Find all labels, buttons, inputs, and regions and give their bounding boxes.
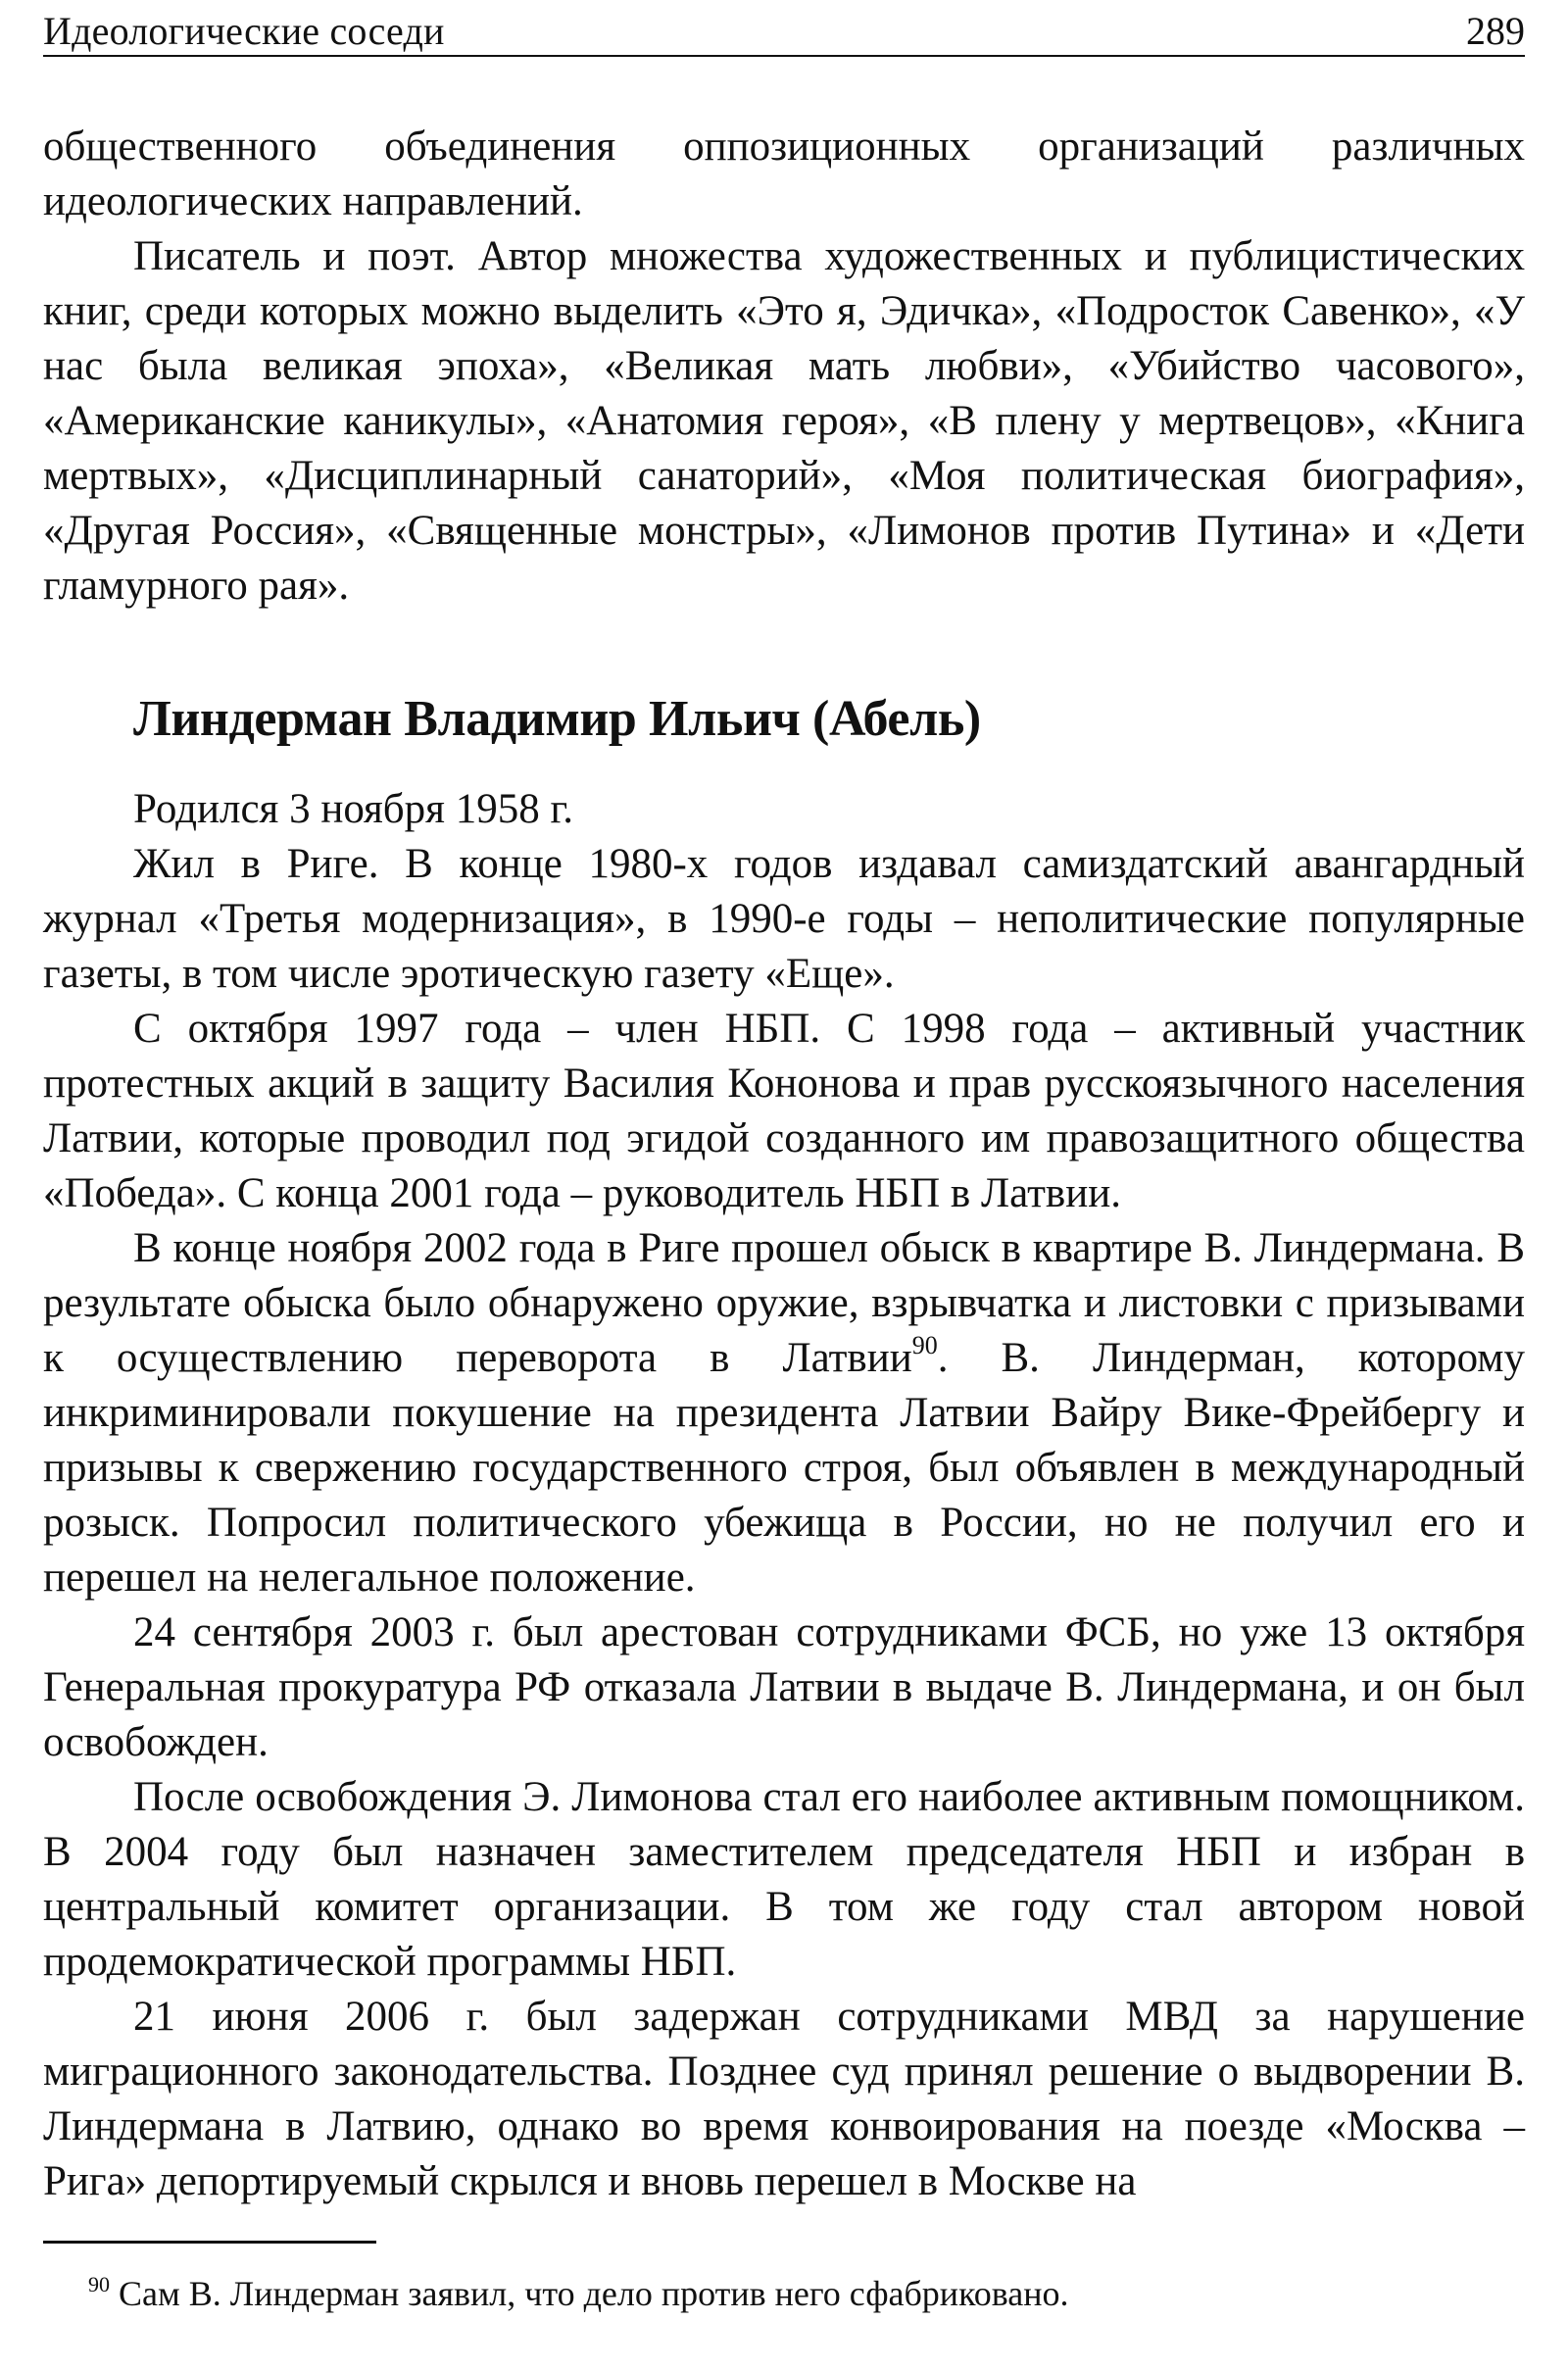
paragraph-works: Писатель и поэт. Автор множества художественных и публицистических книг, среди которых можно выделить «Это я, Эдичка», «Подросток Савенко», «У нас была великая эпоха», «Великая мать любви», «Убийство часового», «Американские каникулы», «Анатомия героя», «В плену у мертвецов», «Книга мертвых», «Дисциплинарный санаторий», «Моя политическая биография», «Другая Россия», «Священные монстры», «Лимонов против Путина» и «Дети гламурного рая».	[43, 233, 1525, 609]
footnote-text: Сам В. Линдерман заявил, что дело против него сфабриковано.	[110, 2274, 1069, 2313]
paragraph-search-text-b: . В. Линдерман, которому инкриминировали покушение на президента Латвии Вайру Вике-Фрейбергу и призывы к свержению государственного строя, был объявлен в международный розыск. Попросил политического убежища в России, но не получил его и перешел на нелегальное положение.	[43, 1335, 1526, 1601]
footnote-divider	[43, 2241, 376, 2244]
page-number: 289	[1466, 9, 1525, 53]
paragraph-continued: общественного объединения оппозиционных организаций различных идеологических направлений.	[43, 123, 1525, 224]
paragraph-search	[43, 1221, 1525, 1605]
paragraph-assistant: После освобождения Э. Лимонова стал его наиболее активным помощником. В 2004 году был назначен заместителем председателя НБП и избран в центральный комитет организации. В том же году стал автором новой продемократической программы НБП.	[43, 1774, 1525, 1985]
section-heading: Линдерман Владимир Ильич (Абель)	[133, 691, 981, 747]
footnote-number: 90	[88, 2272, 110, 2296]
paragraph-arrest: 24 сентября 2003 г. был арестован сотрудниками ФСБ, но уже 13 октября Генеральная прокуратура РФ отказала Латвии в выдаче В. Линдермана, и он был освобожден.	[43, 1609, 1525, 1765]
footnote	[88, 2272, 1519, 2315]
running-header-title: Идеологические соседи	[43, 9, 445, 53]
paragraph-detention: 21 июня 2006 г. был задержан сотрудниками МВД за нарушение миграционного законодательства. Позднее суд принял решение о выдворении В. Линдермана в Латвию, однако во время конвоирования на поезде «Москва – Рига» депортируемый скрылся и вновь перешел в Москве на	[43, 1994, 1525, 2204]
running-header	[43, 8, 1525, 57]
paragraph-riga: Жил в Риге. В конце 1980-х годов издавал самиздатский авангардный журнал «Третья модернизация», в 1990-е годы – неполитические популярные газеты, в том числе эротическую газету «Еще».	[43, 841, 1525, 997]
paragraph-search-text-a: В конце ноября 2002 года в Риге прошел обыск в квартире В. Линдермана. В результате обыска было обнаружено оружие, взрывчатка и листовки с призывами к осуществлению переворота в Латвии	[43, 1225, 1525, 1381]
page-body	[43, 120, 1525, 2209]
paragraph-nbp-member: С октября 1997 года – член НБП. С 1998 года – активный участник протестных акций в защиту Василия Кононова и прав русскоязычного населения Латвии, которые проводил под эгидой созданного им правозащитного общества «Победа». С конца 2001 года – руководитель НБП в Латвии.	[43, 1006, 1525, 1216]
footnote-reference: 90	[911, 1331, 938, 1359]
paragraph-birth: Родился 3 ноября 1958 г.	[133, 786, 573, 832]
